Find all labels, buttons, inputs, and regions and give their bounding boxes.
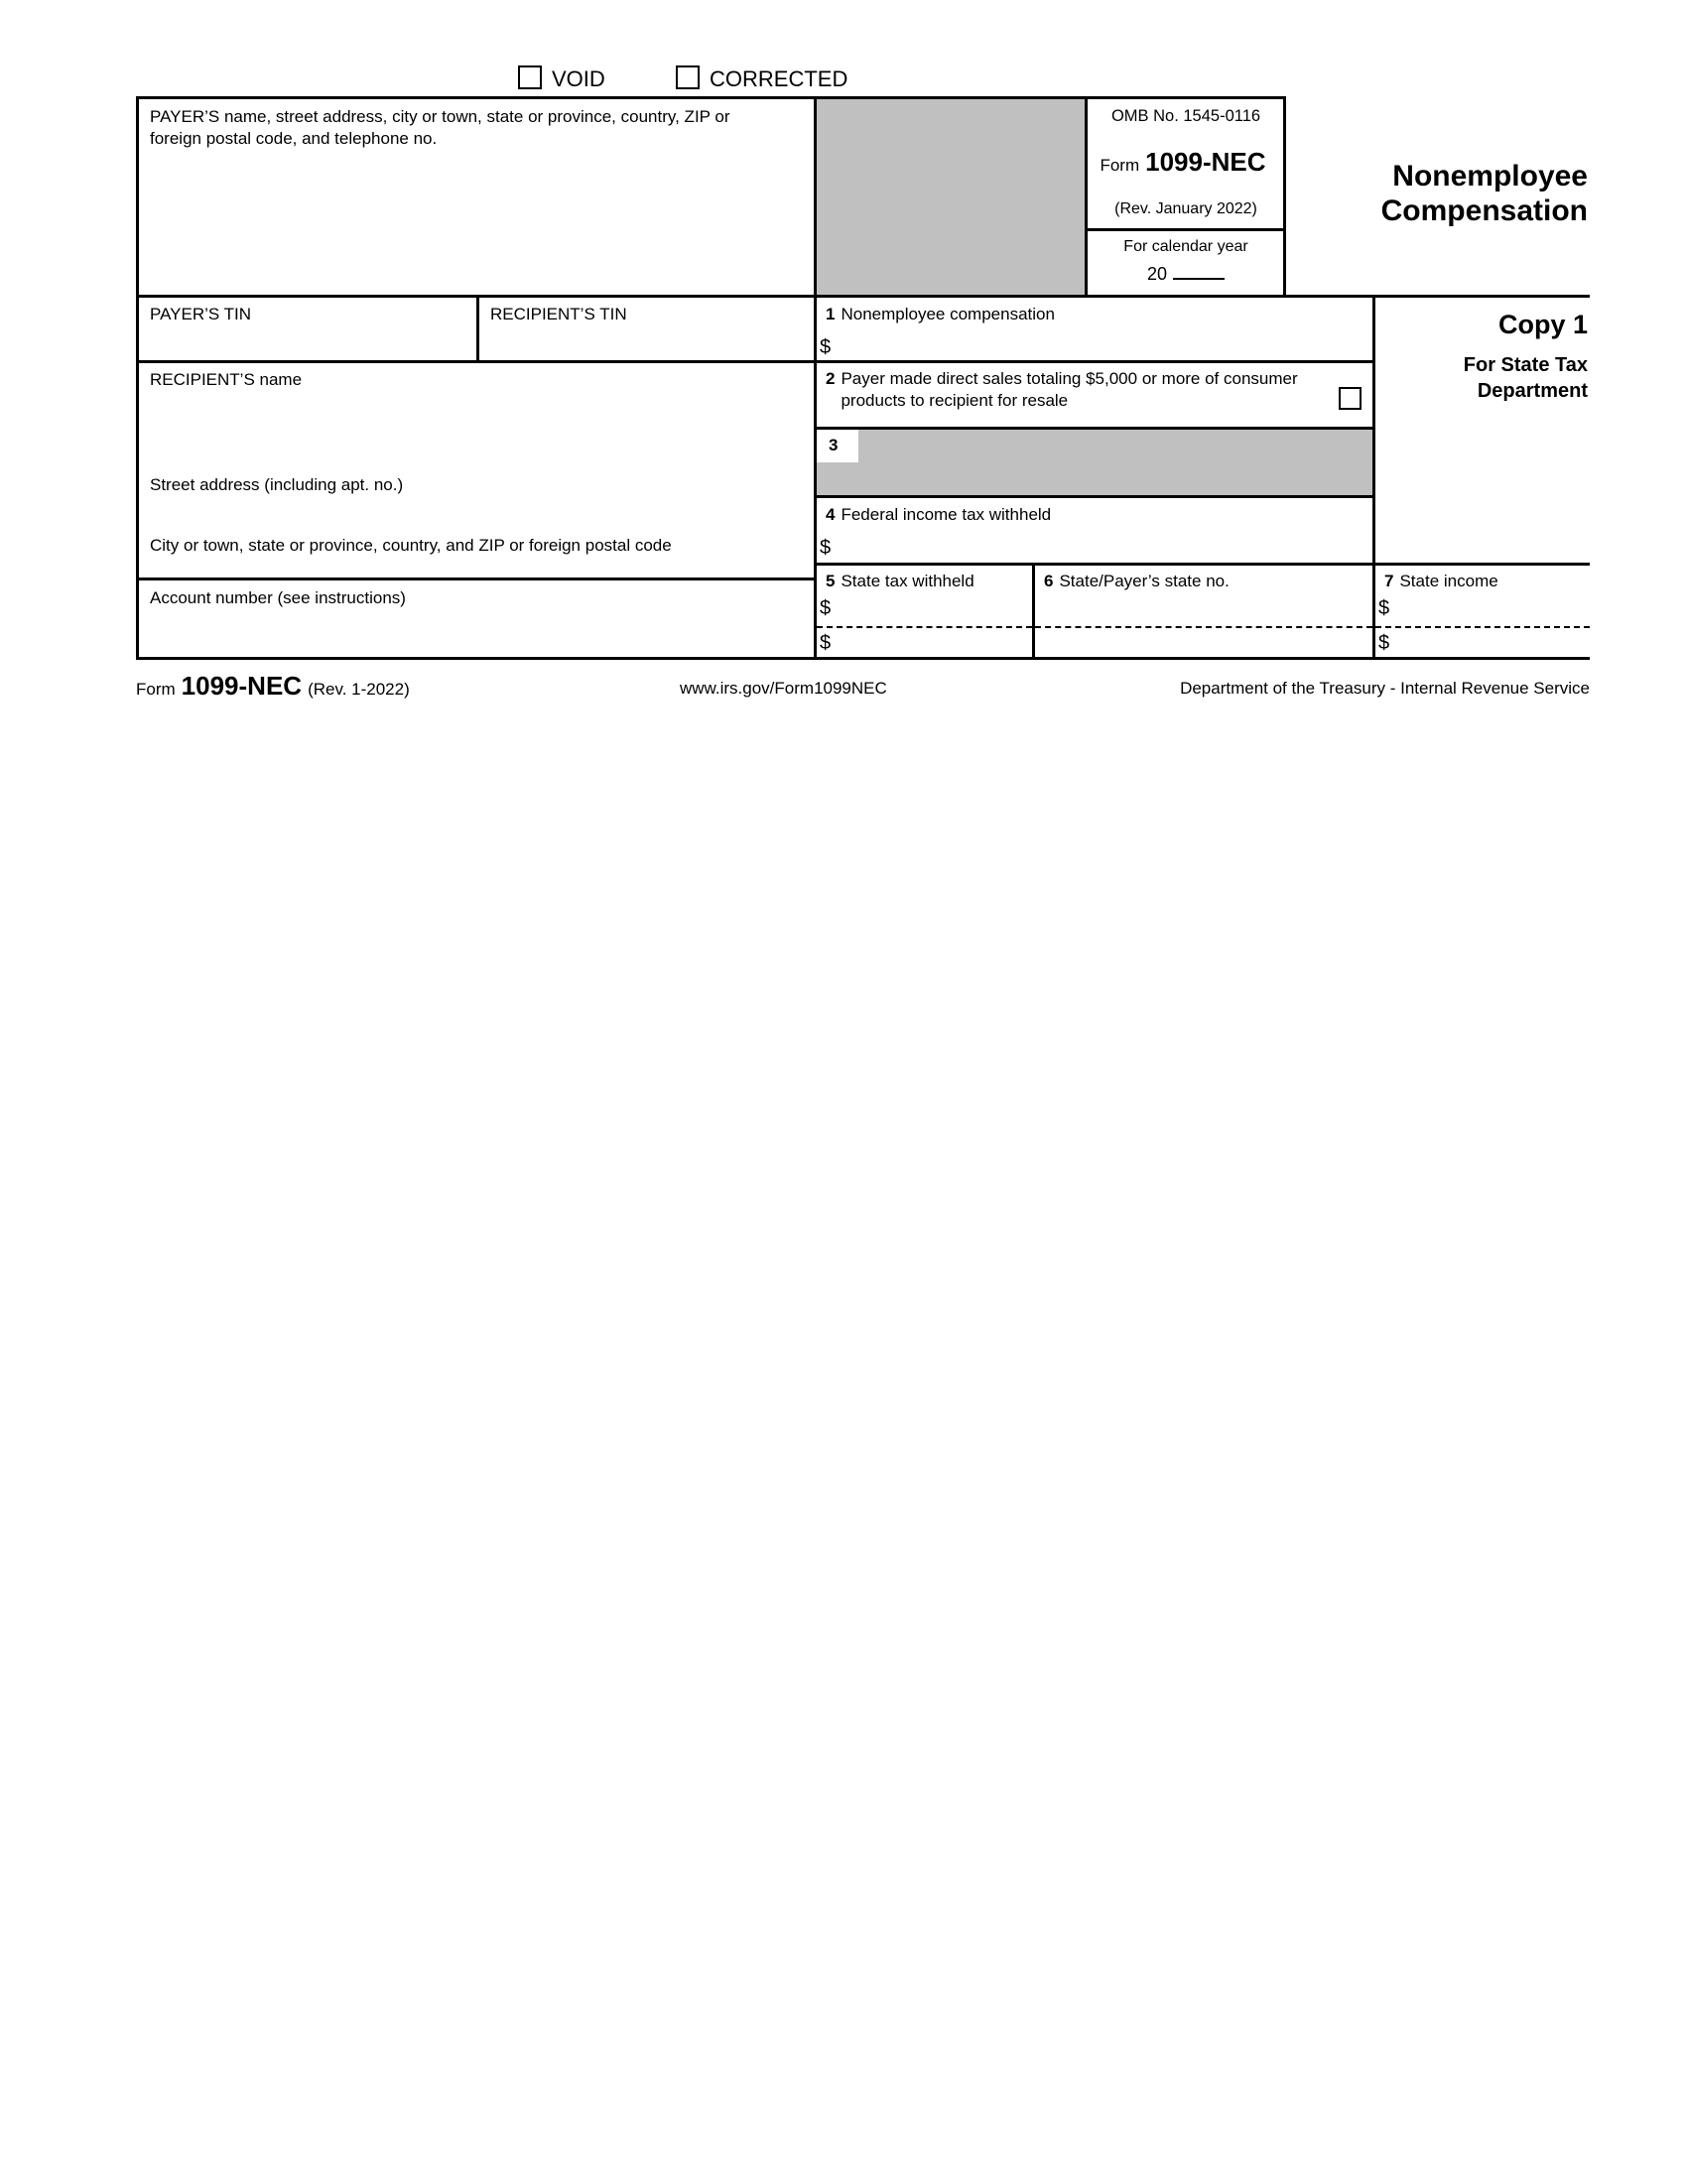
box5-state-tax-withheld-field[interactable] [817,566,1032,657]
box6-label: 6 State/Payer’s state no. [1044,571,1230,592]
street-address-label: Street address (including apt. no.) [150,475,404,494]
form-number-block [1092,147,1280,178]
box2-checkbox[interactable] [1339,387,1362,410]
box7-label: 7 State income [1384,571,1498,592]
footer-agency: Department of the Treasury - Internal Revenue Service [1180,679,1590,698]
box1-number: 1 [826,305,836,323]
footer-form-number: 1099-NEC [181,671,303,701]
omb-number: OMB No. 1545-0116 [1110,107,1261,125]
void-checkbox[interactable] [518,65,542,89]
recipient-name-label: RECIPIENT’S name [150,370,303,389]
box1-dollar-sign: $ [820,336,832,358]
box1-label: 1 Nonemployee compensation [826,304,1055,325]
form-title-line1: Nonemployee [1392,160,1588,193]
box7-dollar-sign-bottom: $ [1378,632,1390,654]
recipient-tin-label: RECIPIENT’S TIN [490,305,627,323]
box2-label: 2 Payer made direct sales totaling $5,000 or more of consumer products to recipient for resale [826,369,1298,411]
recipient-name-field[interactable] [139,363,814,470]
box7-dollar-sign-top: $ [1378,597,1390,619]
box2-number: 2 [826,369,836,388]
grid-line [1088,228,1286,231]
account-number-label: Account number (see instructions) [150,588,406,607]
grid-line [814,427,1375,430]
box7-state-income-field[interactable] [1375,566,1590,657]
form-revision: (Rev. January 2022) [1114,200,1257,217]
payer-tin-field[interactable] [139,298,476,360]
calendar-year-prefix: 20 [1146,264,1168,284]
box5-label: 5 State tax withheld [826,571,974,592]
box6-state-payer-number-field[interactable] [1035,566,1372,657]
void-label: VOID [552,66,605,91]
city-state-zip-label: City or town, state or province, country, and ZIP or foreign postal code [150,536,672,555]
box4-number: 4 [826,505,836,524]
form-title [1290,160,1588,228]
copy-designation [1389,312,1588,404]
copy-for-line1: For State Tax [1463,354,1588,376]
calendar-year-label: For calendar year [1123,238,1248,255]
grid-line [1085,96,1088,298]
box5-dollar-sign-top: $ [820,597,832,619]
calendar-year-blank[interactable] [1173,262,1225,280]
footer-revision: (Rev. 1-2022) [308,680,410,699]
box7-number: 7 [1384,572,1394,590]
box4-label: 4 Federal income tax withheld [826,504,1051,526]
box6-number: 6 [1044,572,1054,590]
box5-dollar-sign-bottom: $ [820,632,832,654]
form-title-line2: Compensation [1380,193,1588,227]
corrected-checkbox[interactable] [676,65,700,89]
box4-dollar-sign: $ [820,537,832,559]
account-number-field[interactable] [139,580,814,657]
city-state-zip-field[interactable] [139,530,814,578]
box1-nonemployee-compensation-field[interactable] [817,298,1372,360]
footer-form-word: Form [136,680,176,699]
form-word: Form [1100,156,1140,175]
street-address-field[interactable] [139,470,814,530]
payer-info-label: PAYER’S name, street address, city or town, state or province, country, ZIP or foreign postal code, and telephone no. [150,107,730,149]
copy-for-line2: Department [1477,380,1588,402]
box4-federal-tax-withheld-field[interactable] [817,498,1372,563]
footer-form-id [136,671,410,702]
grid-line [1283,96,1286,298]
corrected-label: CORRECTED [710,66,848,91]
box3-shaded-area [817,430,1372,495]
payer-info-field[interactable] [139,99,814,295]
box3-number: 3 [829,436,839,454]
box5-number: 5 [826,572,836,590]
copy-label: Copy 1 [1497,310,1588,339]
calendar-year-row [1092,262,1280,285]
form-number: 1099-NEC [1145,147,1266,177]
payer-tin-label: PAYER’S TIN [150,305,252,323]
recipient-tin-field[interactable] [479,298,814,360]
footer-url: www.irs.gov/Form1099NEC [680,679,887,698]
box2-direct-sales-field[interactable] [817,363,1372,427]
shaded-area-top [817,99,1085,295]
